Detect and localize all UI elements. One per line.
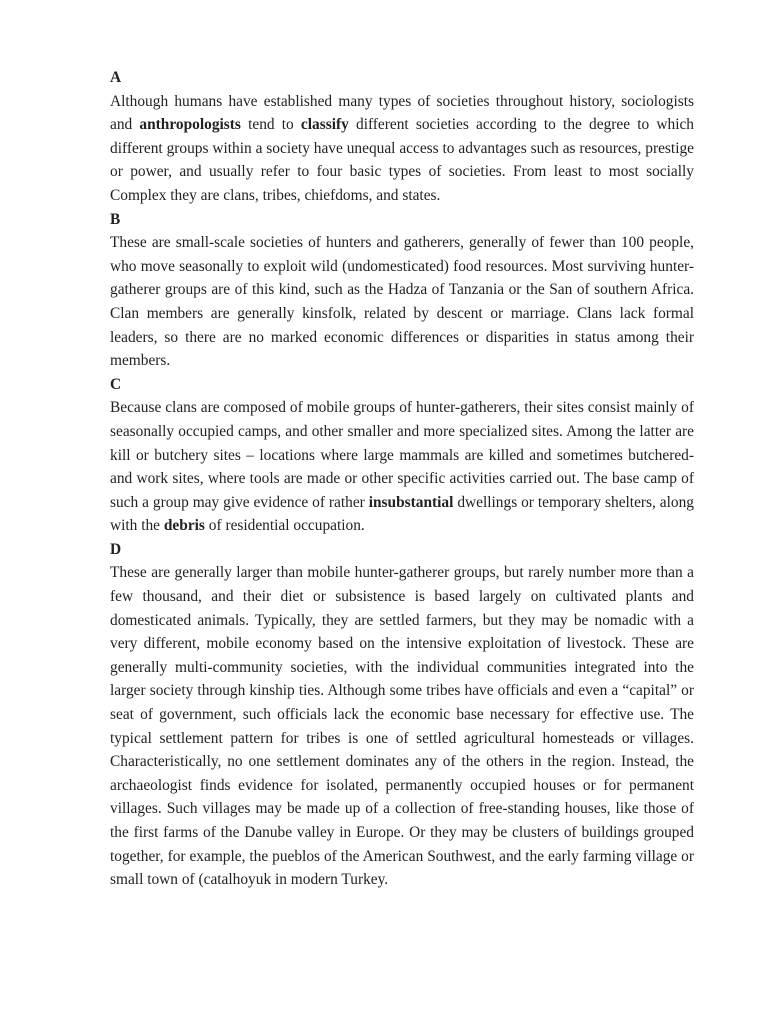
section-c-text-1: Because clans are composed of mobile groups of hunter-gatherers, their sites consist mainly of seasonally occupied camps, and other smaller and more specialized sites. Among the latter are kill or butchery sites – locations where large mammals are killed and sometimes butchered-and work sites, where tools are made or other specific activities carried out. The base camp of such a group may give evidence of rather xyxy=(110,399,694,511)
section-c-label: C xyxy=(110,375,122,393)
document-page xyxy=(110,66,694,892)
section-a-text-2: tend to xyxy=(240,116,301,134)
section-c-text-3: of residential occupation. xyxy=(204,517,365,535)
section-c-paragraph xyxy=(110,396,694,538)
section-a-paragraph xyxy=(110,90,694,208)
term-classify: classify xyxy=(300,116,349,134)
section-d-label: D xyxy=(110,540,122,558)
section-a-label: A xyxy=(110,69,122,86)
term-insubstantial: insubstantial xyxy=(368,493,454,511)
section-a-text-1: Although humans have established many types of societies throughout history, sociologists and xyxy=(110,92,694,134)
term-debris: debris xyxy=(163,517,205,535)
section-d-paragraph: These are generally larger than mobile hunter-gatherer groups, but rarely number more than a few thousand, and their diet or subsistence is based largely on cultivated plants and domesticated animals. Typically, they are settled farmers, but they may be nomadic with a very different, mobile economy based on the intensive exploitation of livestock. These are generally multi-community societies, with the individual communities integrated into the larger society through kinship ties. Although some tribes have officials and even a “capital” or seat of government, such officials lack the economic base necessary for effective use. The typical settlement pattern for tribes is one of settled agricultural homesteads or villages. Characteristically, no one settlement dominates any of the others in the region. Instead, the archaeologist finds evidence for isolated, permanently occupied houses or for permanent villages. Such villages may be made up of a collection of free-standing houses, like those of the first farms of the Danube valley in Europe. Or they may be clusters of buildings grouped together, for example, the pueblos of the American Southwest, and the early farming village or small town of (catalhoyuk in modern Turkey. xyxy=(110,564,694,889)
section-b-paragraph: These are small-scale societies of hunters and gatherers, generally of fewer than 100 people, who move seasonally to exploit wild (undomesticated) food resources. Most surviving hunter-gatherer groups are of this kind, such as the Hadza of Tanzania or the San of southern Africa. Clan members are generally kinsfolk, related by descent or marriage. Clans lack formal leaders, so there are no marked economic differences or disparities in status among their members. xyxy=(110,234,694,370)
section-a-text-3: different societies according to the degree to which different groups within a society have unequal access to advantages such as resources, prestige or power, and usually refer to four basic types of societies. From least to most socially Complex they are clans, tribes, chiefdoms, and states. xyxy=(110,116,694,204)
section-c-text-2: dwellings or temporary shelters, along with the xyxy=(110,493,694,535)
term-anthropologists: anthropologists xyxy=(139,116,241,134)
section-b-label: B xyxy=(110,210,121,228)
